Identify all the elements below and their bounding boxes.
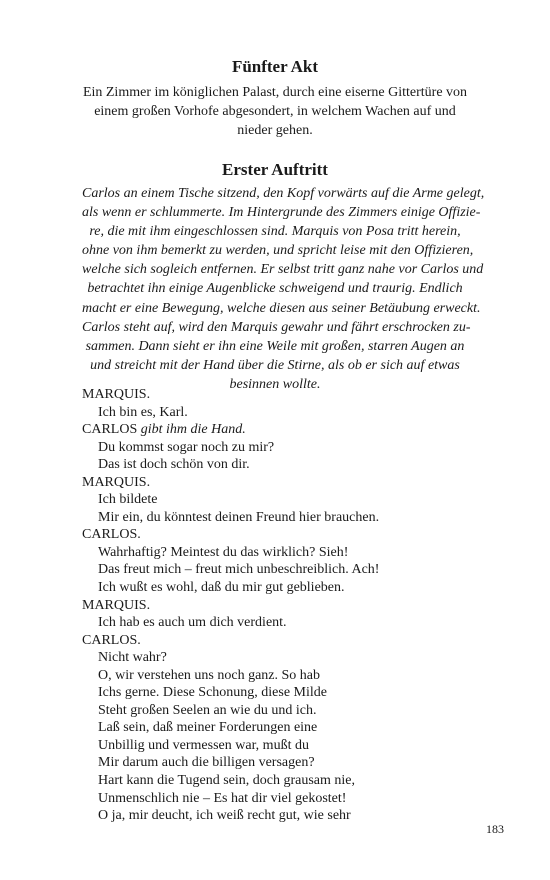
verse-line: Hart kann die Tugend sein, doch grausam nie, — [98, 773, 356, 789]
speaker-name: CARLOS. — [82, 527, 141, 543]
dialogue — [82, 386, 482, 825]
stage-direction-line: betrachtet ihn einige Augenblicke schweigend und traurig. Endlich — [87, 281, 463, 297]
setting-line: nieder gehen. — [237, 123, 313, 138]
stage-direction-line: und streicht mit der Hand über die Stirne, als ob er sich auf etwas — [90, 357, 460, 373]
setting-line: Ein Zimmer im königlichen Palast, durch eine eiserne Gittertüre von — [82, 85, 468, 100]
stage-direction-line: ohne von ihm bemerkt zu werden, und spricht leise mit den Offizieren, — [82, 243, 474, 259]
stage-direction-line: macht er eine Bewegung, welche diesen aus seiner Betäubung erweckt. — [82, 300, 481, 316]
verse-line: Laß sein, daß meiner Forderungen eine — [98, 720, 318, 736]
page-number: 183 — [486, 822, 504, 836]
scene-title: Erster Auftritt — [222, 160, 328, 179]
stage-direction — [82, 184, 485, 394]
setting-description — [80, 83, 470, 140]
speaker-name: MARQUIS. — [82, 474, 151, 490]
setting-line: einem großen Vorhofe abgesondert, in welchem Wachen auf und — [94, 104, 456, 119]
stage-direction-line: besinnen wollte. — [229, 376, 321, 392]
verse-line: Ich bin es, Karl. — [98, 404, 188, 420]
verse-line: Du kommst sogar noch zu mir? — [98, 439, 275, 455]
verse-line: Nicht wahr? — [98, 650, 167, 666]
verse-line: Das ist doch schön von dir. — [98, 457, 250, 473]
speaker-name: MARQUIS. — [82, 387, 151, 402]
speaker-name: CARLOS. — [82, 632, 141, 648]
verse-line: Ich bildete — [98, 492, 158, 508]
speaker-with-direction — [82, 421, 482, 439]
stage-direction-line: als wenn er schlummerte. Im Hintergrunde des Zimmers einige Offizie- — [82, 205, 481, 221]
verse-line: Ich wußt es wohl, daß du mir gut geblieben. — [98, 580, 345, 596]
stage-direction-line: welche sich sogleich entfernen. Er selbst tritt ganz nahe vor Carlos und — [82, 262, 484, 278]
act-title: Fünfter Akt — [231, 57, 319, 76]
stage-direction-line: Carlos an einem Tische sitzend, den Kopf vorwärts auf die Arme gelegt, — [82, 186, 485, 201]
verse-line: Unbillig und vermessen war, mußt du — [98, 737, 309, 753]
verse-line: Wahrhaftig? Meintest du das wirklich? Sieh! — [98, 544, 349, 560]
verse-line: Mir darum auch die billigen versagen? — [98, 755, 315, 771]
speaker-direction: gibt ihm die Hand. — [140, 422, 246, 438]
verse-line: Unmenschlich nie – Es hat dir viel gekostet! — [98, 790, 347, 806]
stage-direction-line: Carlos steht auf, wird den Marquis gewahr und fährt erschrocken zu- — [82, 319, 471, 335]
verse-line: Ichs gerne. Diese Schonung, diese Milde — [98, 685, 327, 701]
verse-line: Ich hab es auch um dich verdient. — [98, 615, 287, 631]
speaker-name: MARQUIS. — [82, 597, 151, 613]
verse-line: O, wir verstehen uns noch ganz. So hab — [98, 667, 321, 683]
verse-line: Steht großen Seelen an wie du und ich. — [98, 702, 317, 718]
stage-direction-line: re, die mit ihm eingeschlossen sind. Marquis von Posa tritt herein, — [89, 224, 461, 240]
stage-direction-line: sammen. Dann sieht er ihn eine Weile mit großen, starren Augen an — [85, 338, 465, 354]
verse-line: Das freut mich – freut mich unbeschreiblich. Ach! — [98, 562, 380, 578]
verse-line: O ja, mir deucht, ich weiß recht gut, wie sehr — [98, 808, 351, 824]
verse-line: Mir ein, du könntest deinen Freund hier brauchen. — [98, 509, 380, 525]
speaker-name: CARLOS — [82, 422, 138, 438]
